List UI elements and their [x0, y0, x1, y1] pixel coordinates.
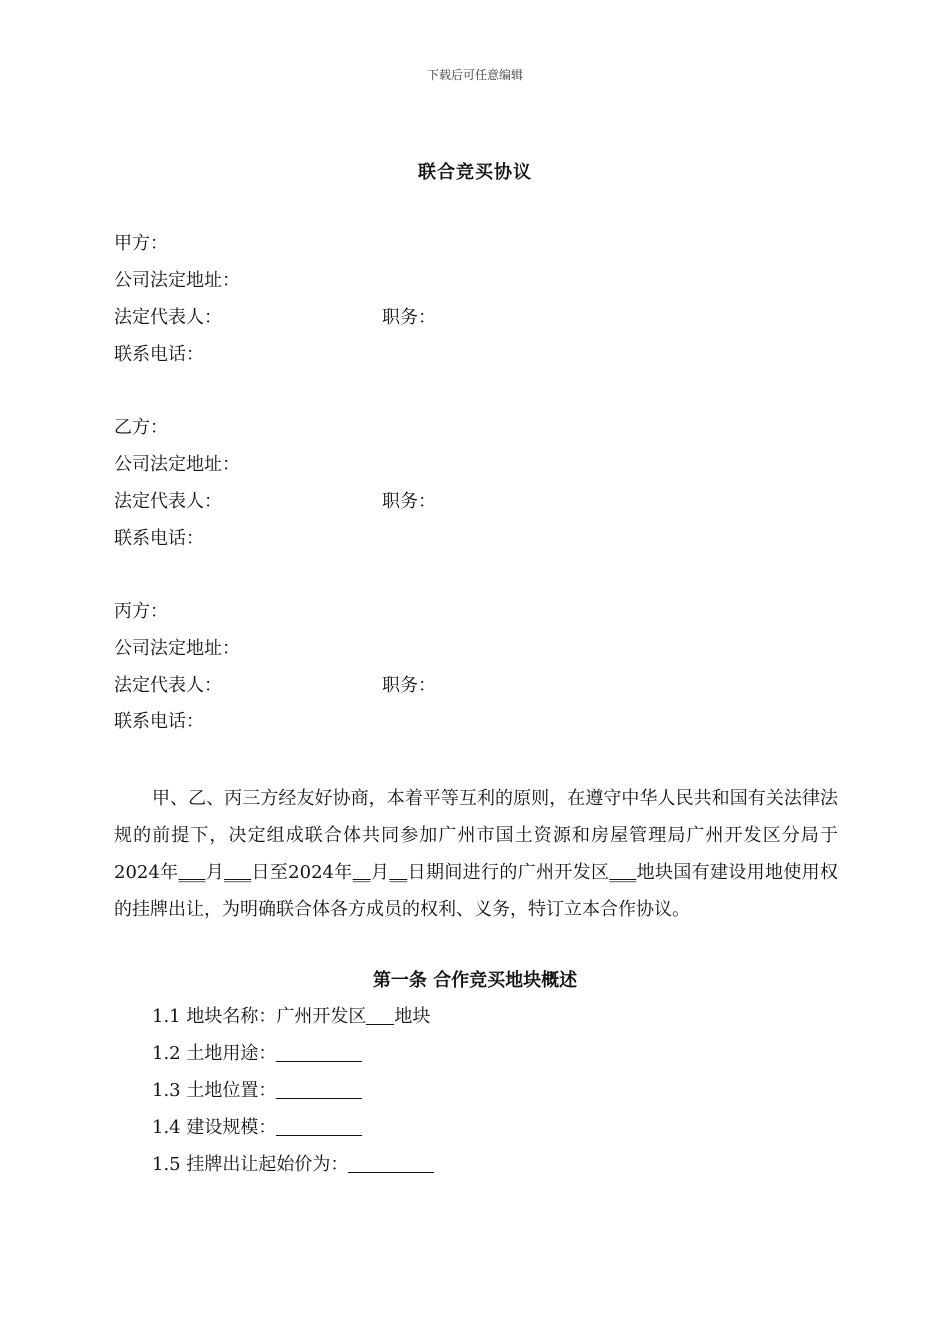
document-title: 联合竞买协议 — [418, 162, 532, 183]
item-label: 1.4 建设规模： — [152, 1117, 277, 1138]
party-b-rep-row — [114, 490, 436, 514]
blank-line — [276, 1041, 362, 1062]
party-c-phone: 联系电话： — [114, 711, 204, 732]
article-1-title: 第一条 合作竞买地块概述 — [372, 970, 578, 991]
blank-field: ___ — [609, 862, 637, 883]
intro-text-6: 地块国有建设用地使用权的挂牌出让，为明确联合体各方成员的权利、义务，特订立本合作协议。 — [114, 862, 839, 920]
blank-line — [366, 1004, 394, 1025]
blank-field: ___ — [224, 862, 252, 883]
article-1-item — [152, 1004, 430, 1029]
article-1-item — [152, 1115, 362, 1140]
intro-text-2: 月 — [205, 862, 225, 883]
party-a-rep: 法定代表人： — [114, 307, 222, 328]
party-c-address: 公司法定地址： — [114, 638, 240, 659]
blank-field: __ — [389, 862, 408, 883]
blank-field: __ — [352, 862, 371, 883]
article-1-item — [152, 1078, 362, 1103]
article-1-item — [152, 1152, 434, 1177]
item-label: 1.2 土地用途： — [152, 1043, 277, 1064]
party-a-address: 公司法定地址： — [114, 270, 240, 291]
intro-text-5: 日期间进行的广州开发区 — [407, 862, 610, 883]
party-b-name: 乙方： — [114, 417, 168, 438]
party-c-name: 丙方： — [114, 601, 168, 622]
item-suffix: 地块 — [394, 1006, 431, 1027]
party-a-position: 职务： — [382, 307, 436, 328]
intro-text-3: 日至2024年 — [251, 862, 353, 883]
party-c-rep: 法定代表人： — [114, 675, 222, 696]
party-b-position: 职务： — [382, 491, 436, 512]
party-a-phone: 联系电话： — [114, 344, 204, 365]
intro-paragraph — [114, 780, 838, 928]
blank-line — [276, 1078, 362, 1099]
party-a-rep-row — [114, 306, 436, 330]
party-c-rep-row — [114, 674, 436, 698]
item-label: 1.5 挂牌出让起始价为： — [152, 1154, 349, 1175]
blank-field: ___ — [178, 862, 206, 883]
blank-line — [348, 1152, 434, 1173]
intro-text-1: 甲、乙、丙三方经友好协商，本着平等互利的原则，在遵守中华人民共和国有关法律法规的前提下，决定组成联合体共同参加广州市国土资源和房屋管理局广州开发区分局于2024年 — [114, 788, 838, 883]
party-b-phone: 联系电话： — [114, 528, 204, 549]
intro-text-4: 月 — [370, 862, 390, 883]
item-label: 1.3 土地位置： — [152, 1080, 277, 1101]
item-label: 1.1 地块名称：广州开发区 — [152, 1006, 367, 1027]
article-1-item — [152, 1041, 362, 1066]
party-b-rep: 法定代表人： — [114, 491, 222, 512]
party-c-position: 职务： — [382, 675, 436, 696]
blank-line — [276, 1115, 362, 1136]
party-b-address: 公司法定地址： — [114, 454, 240, 475]
page-header: 下载后可任意编辑 — [426, 68, 523, 82]
party-a-name: 甲方： — [114, 233, 168, 254]
